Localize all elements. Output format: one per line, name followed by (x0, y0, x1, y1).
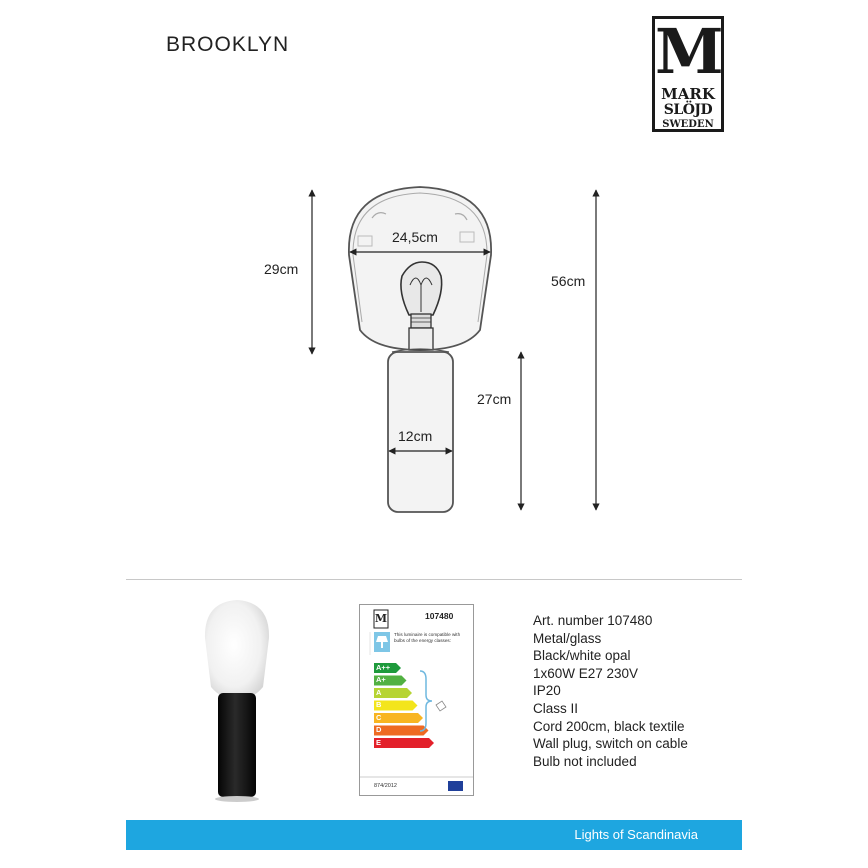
shade-width-label: 24,5cm (392, 229, 438, 245)
logo-letter: M (655, 15, 724, 88)
energy-class-label: A+ (376, 675, 386, 684)
spec-line: Art. number 107480 (533, 613, 653, 628)
total-height-label: 56cm (551, 273, 586, 289)
energy-label (359, 604, 474, 796)
energy-label-regulation: 874/2012 (374, 783, 397, 789)
spec-line: Metal/glass (533, 630, 602, 646)
energy-class-label: A (376, 687, 382, 697)
svg-text:M: M (374, 612, 388, 625)
base-height-label: 27cm (477, 391, 512, 407)
energy-class-label: A++ (376, 662, 391, 672)
shade-height-label: 29cm (264, 261, 299, 277)
energy-class-label: E (376, 737, 382, 747)
spec-line: Bulb not included (533, 753, 637, 769)
spec-list (533, 612, 688, 770)
logo-line-1: MARK (661, 85, 715, 103)
spec-line: Class II (533, 700, 579, 716)
product-title: BROOKLYN (166, 33, 290, 56)
spec-line: Cord 200cm, black textile (533, 718, 685, 734)
footer-text: Lights of Scandinavia (574, 827, 698, 842)
logo-line-3: SWEDEN (662, 119, 714, 130)
energy-class-label: D (376, 725, 382, 734)
base-width-label: 12cm (398, 428, 433, 444)
spec-line: IP20 (533, 683, 561, 699)
energy-class-label: C (376, 712, 382, 722)
energy-class-label: B (376, 700, 382, 709)
energy-label-text: This luminaire is compatible with bulbs of the energy classes: (394, 632, 461, 643)
energy-label-article: 107480 (425, 611, 454, 621)
logo-line-2: SLÖJD (663, 102, 713, 118)
section-divider (126, 579, 742, 580)
spec-line: 1x60W E27 230V (533, 665, 639, 681)
spec-line: Wall plug, switch on cable (533, 736, 688, 752)
footer-bar (126, 820, 742, 850)
spec-line: Black/white opal (533, 648, 631, 664)
product-photo (180, 590, 290, 805)
